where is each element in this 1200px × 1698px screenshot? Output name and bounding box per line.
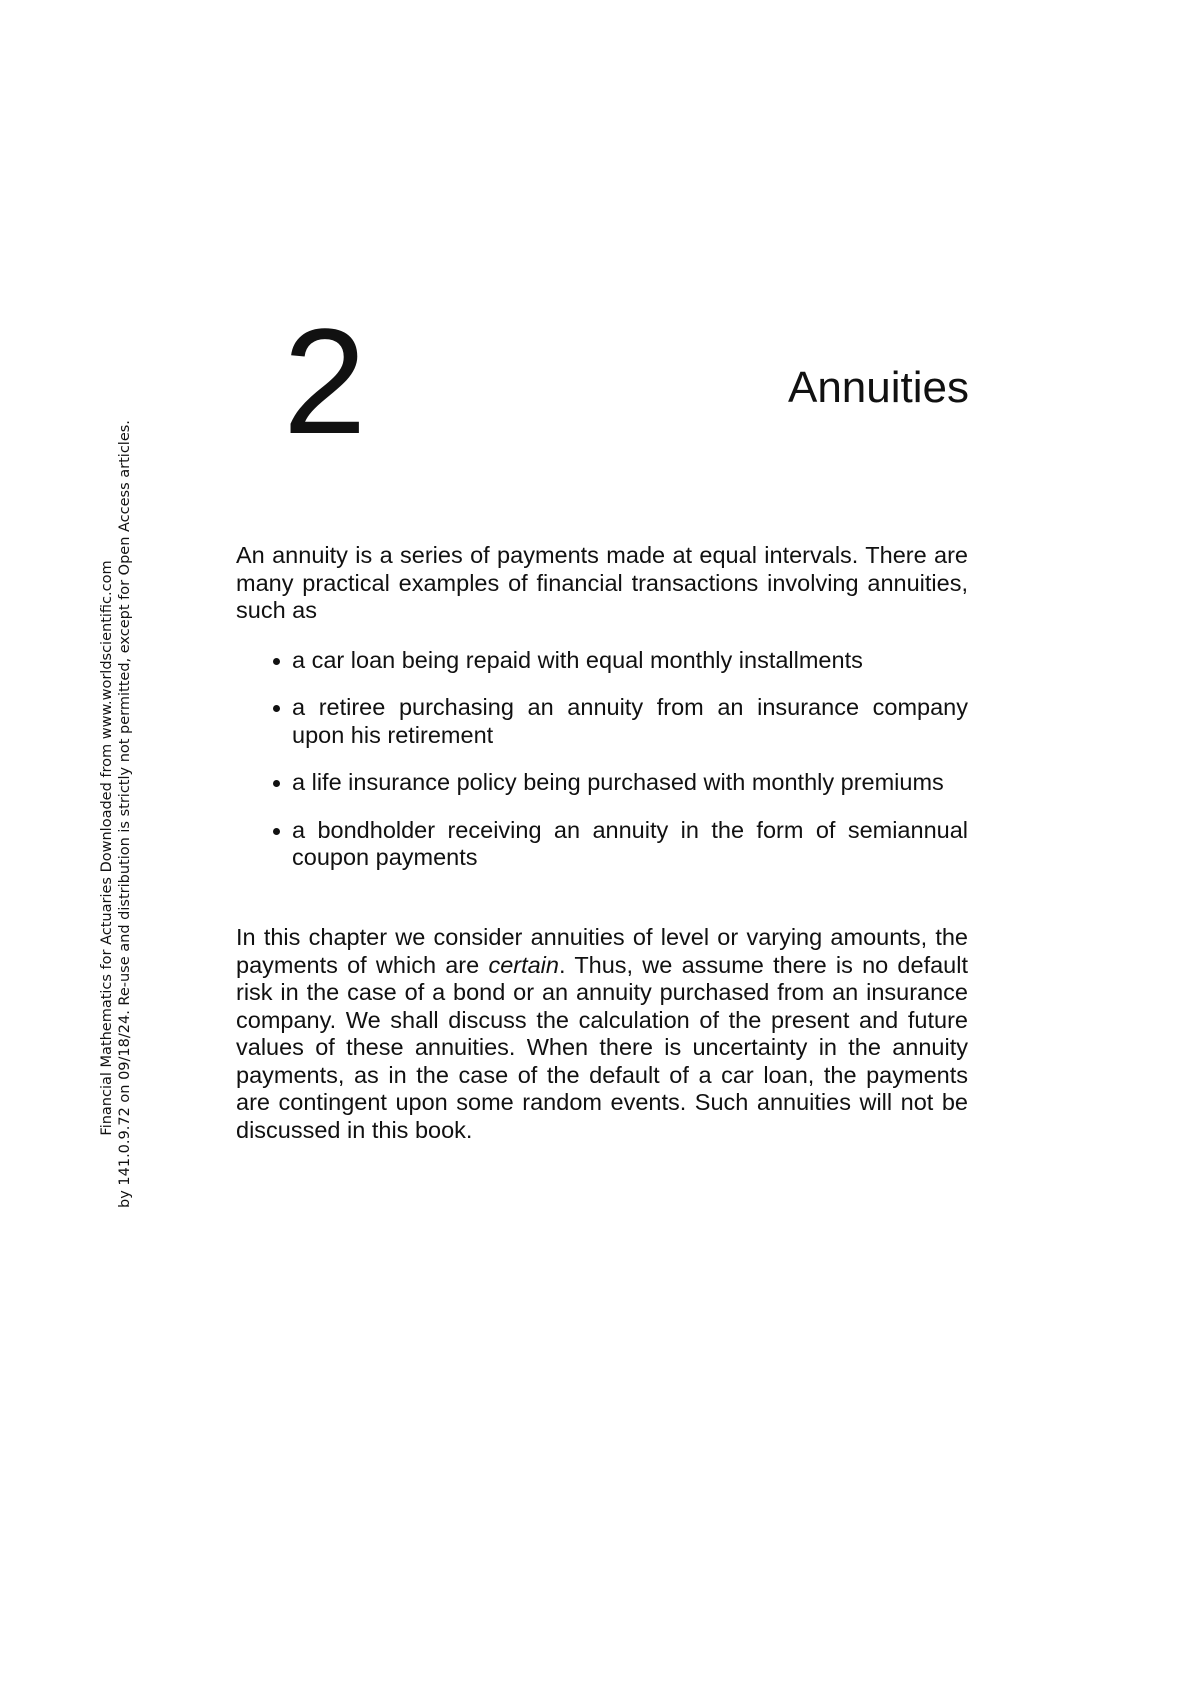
list-item (236, 647, 968, 675)
bullet-icon (273, 658, 280, 665)
bullet-icon (273, 705, 280, 712)
discussion-section (236, 924, 968, 1144)
list-item (236, 817, 968, 872)
bullet-icon (273, 780, 280, 787)
discussion-text-before: In this chapter we consider annuities of level or varying amounts, the payments of which are (236, 924, 968, 978)
list-item-text: a life insurance policy being purchased with monthly premiums (292, 769, 944, 795)
intro-paragraph: An annuity is a series of payments made at equal intervals. There are many practical examples of financial transactions involving annuities, such as (236, 542, 968, 623)
chapter-number: 2 (283, 297, 367, 465)
list-item-text: a retiree purchasing an annuity from an insurance company upon his retirement (292, 694, 968, 748)
chapter-title: Annuities (787, 363, 969, 412)
list-item (236, 769, 968, 797)
watermark-line-1: Financial Mathematics for Actuaries Downloaded from www.worldscientific.com (99, 560, 115, 1136)
bullet-icon (273, 828, 280, 835)
certain-emphasis: certain (488, 951, 559, 978)
annuity-examples-list (236, 647, 968, 872)
discussion-paragraph (236, 924, 968, 1144)
list-item-text: a car loan being repaid with equal monthly installments (292, 646, 863, 673)
intro-section (236, 542, 968, 892)
list-item-text: a bondholder receiving an annuity in the form of semiannual coupon payments (292, 816, 968, 870)
watermark-line-2: by 141.0.9.72 on 09/18/24. Re-use and distribution is strictly not permitted, except for Open Access articles. (117, 420, 133, 1208)
download-watermark (98, 420, 134, 1208)
list-item (236, 694, 968, 749)
discussion-text-after: . Thus, we assume there is no default risk in the case of a bond or an annuity purchased from an insurance company. We shall discuss the calculation of the present and future values of these annuities. When there is uncertainty in the annuity payments, as in the case of the default of a car loan, the payments are contingent upon some random events. Such annuities will not be discussed in this book. (236, 951, 968, 1143)
